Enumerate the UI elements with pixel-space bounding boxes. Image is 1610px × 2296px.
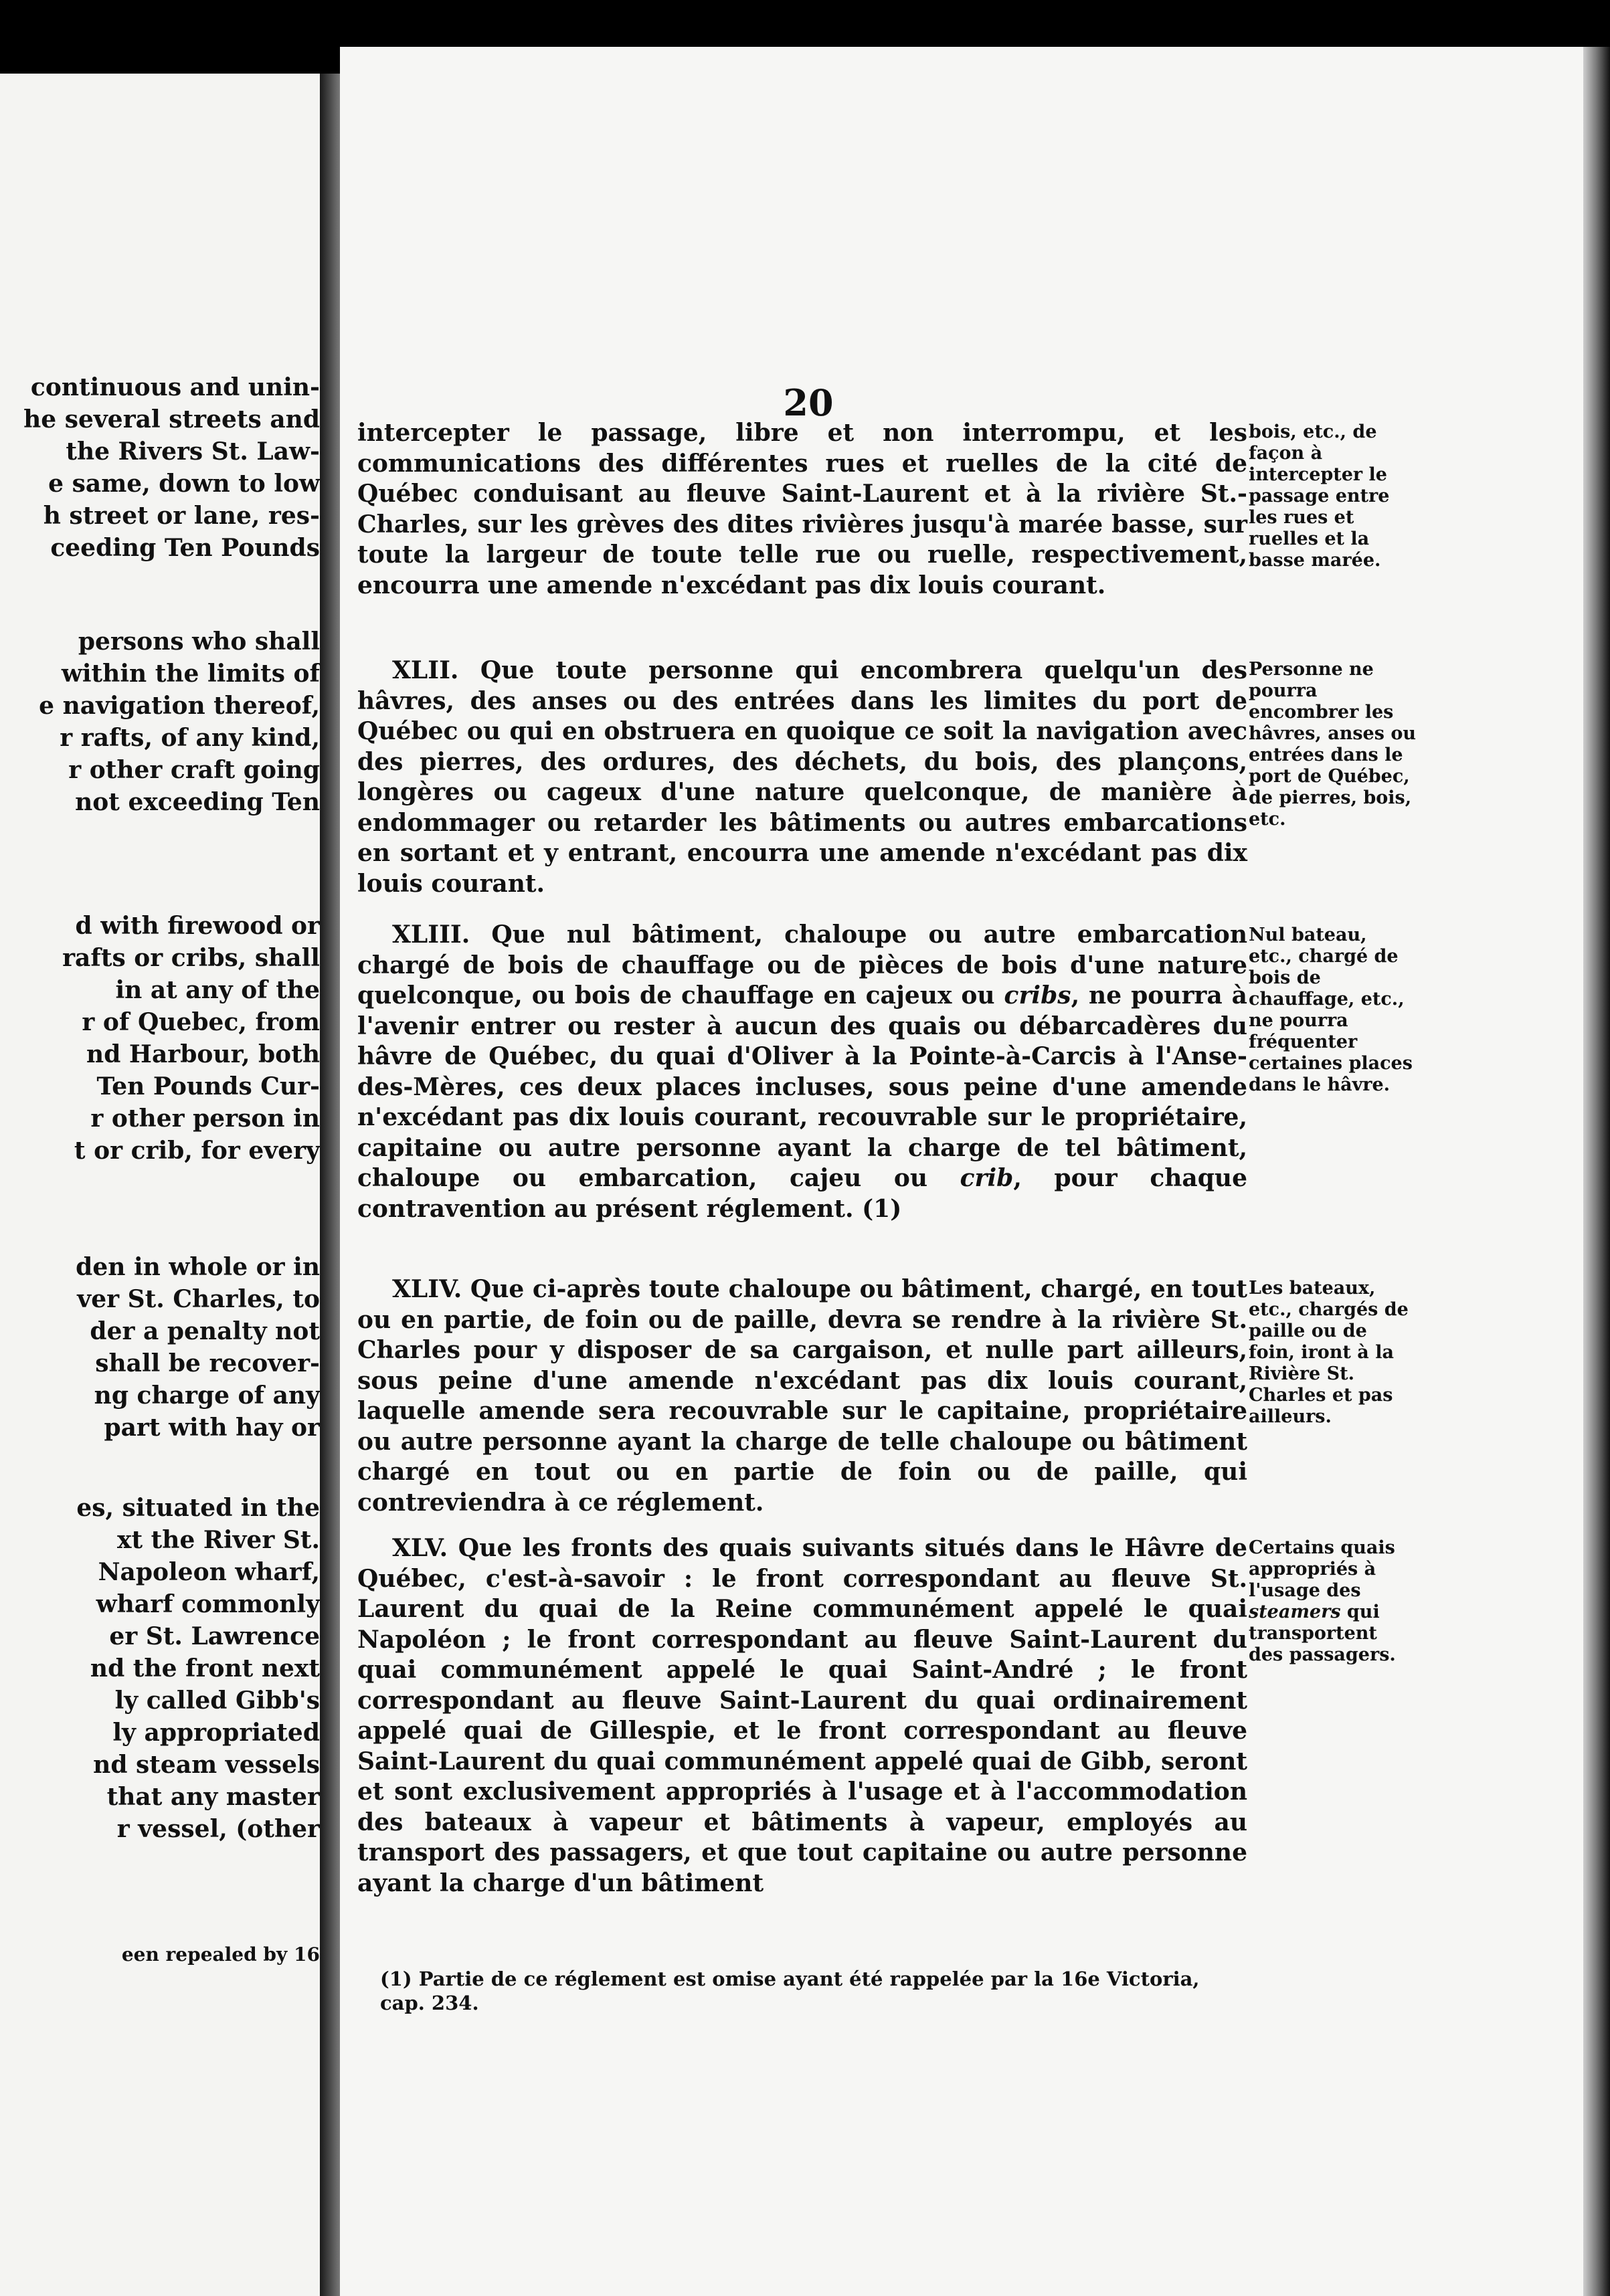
left-page-line: r other craft going bbox=[68, 756, 320, 784]
left-page-line: in at any of the bbox=[115, 976, 320, 1004]
left-page-line: Napoleon wharf, bbox=[98, 1558, 320, 1586]
margin-note: bois, etc., de façon à intercepter le passage entre les rues et ruelles et la basse marée. bbox=[1249, 421, 1390, 571]
margin-note: Nul bateau, etc., chargé de bois de chauffage, etc., ne pourra fréquenter certaines places dans le hâvre. bbox=[1249, 925, 1413, 1095]
left-page-line: ng charge of any bbox=[94, 1381, 320, 1410]
left-page-line: ly appropriated bbox=[112, 1719, 320, 1747]
section-continuation bbox=[357, 418, 1247, 601]
left-page-line: nd Harbour, both bbox=[86, 1040, 320, 1068]
right-page bbox=[340, 47, 1583, 2296]
left-page-line: ver St. Charles, to bbox=[77, 1285, 320, 1313]
left-page-footnote: een repealed by 16 bbox=[121, 1943, 320, 1966]
left-page-line: e same, down to low bbox=[48, 470, 320, 498]
left-page-line: nd the front next bbox=[90, 1654, 320, 1683]
section-text: XLIII. Que nul bâtiment, chaloupe ou autre embarcation chargé de bois de chauffage ou de pièces de bois d'une nature quelconque, ou bois de chauffage en cajeux ou cribs, ne pourra à l'avenir entrer ou rester à aucun des quais ou débarcadères du hâvre de Québec, du quai d'Oliver à la Pointe-à-Carcis à l'Anse-des-Mères, ces deux places incluses, sous peine d'une amende n'excédant pas dix louis courant, recouvrable sur le propriétaire, capitaine ou autre personne ayant la charge de tel bâtiment, chaloupe ou embarcation, cajeu ou crib, pour chaque contravention au présent réglement. (1) bbox=[357, 921, 1248, 1223]
left-page-line: r vessel, (other bbox=[116, 1815, 320, 1843]
left-page-line: es, situated in the bbox=[76, 1494, 320, 1522]
left-page-line: the Rivers St. Law- bbox=[66, 438, 320, 466]
left-page-line: nd steam vessels bbox=[93, 1751, 320, 1779]
left-page-line: r other person in bbox=[90, 1105, 320, 1133]
section-text: XLIV. Que ci-après toute chaloupe ou bâtiment, chargé, en tout ou en partie, de foin ou de paille, devra se rendre à la rivière St. Charles pour y disposer de sa cargaison, et nulle part ailleurs, sous peine d'une amende n'excédant pas dix louis courant, laquelle amende sera recouvrable sur le capitaine, propriétaire ou autre personne ayant la charge de telle chaloupe ou bâtiment chargé en tout ou en partie de foin ou de paille, qui contreviendra à ce réglement. bbox=[357, 1275, 1247, 1517]
left-page-line: wharf commonly bbox=[96, 1590, 320, 1618]
left-page-line: den in whole or in bbox=[76, 1253, 320, 1281]
left-page-line: der a penalty not bbox=[90, 1317, 320, 1345]
margin-note: Les bateaux, etc., chargés de paille ou de foin, iront à la Rivière St. Charles et pas ailleurs. bbox=[1249, 1278, 1409, 1427]
left-page-line: e navigation thereof, bbox=[39, 692, 320, 720]
section-text: XLII. Que toute personne qui encombrera quelqu'un des hâvres, des anses ou des entrées dans les limites du port de Québec ou qui en obstruera en quoique ce soit la navigation avec des pierres, des ordures, des déchets, du bois, des plançons, longères ou cageux d'une nature quelconque, de manière à endommager ou retarder les bâtiments ou autres embarcations en sortant et y entrant, encourra une amende n'excédant pas dix louis courant. bbox=[357, 656, 1247, 898]
left-page-line: ceeding Ten Pounds bbox=[50, 534, 320, 562]
left-page-line: xt the River St. bbox=[117, 1526, 320, 1554]
section-text: intercepter le passage, libre et non interrompu, et les communications des différentes rues et ruelles de la cité de Québec conduisant au fleuve Saint-Laurent et à la rivière St.-Charles, sur les grèves des dites rivières jusqu'à marée basse, sur toute la largeur de toute telle rue ou ruelle, respectivement, encourra une amende n'excédant pas dix louis courant. bbox=[357, 419, 1247, 599]
footnote: (1) Partie de ce réglement est omise ayant été rappelée par la 16e Victoria, cap. 234. bbox=[380, 1968, 1200, 2014]
section-xlii bbox=[357, 656, 1247, 899]
left-page-line: not exceeding Ten bbox=[75, 788, 320, 816]
left-page-line: shall be recover- bbox=[95, 1349, 320, 1377]
margin-note: Personne ne pourra encombrer les hâvres, anses ou entrées dans le port de Québec, de pierres, bois, etc. bbox=[1249, 659, 1416, 830]
left-page-line: rafts or cribs, shall bbox=[62, 944, 320, 972]
page-edge bbox=[1583, 47, 1610, 2296]
left-page-line: ly called Gibb's bbox=[114, 1687, 320, 1715]
left-page-line: er St. Lawrence bbox=[109, 1622, 320, 1650]
left-page-line: continuous and unin- bbox=[30, 373, 320, 401]
section-xliii bbox=[357, 920, 1247, 1224]
left-page-line: t or crib, for every bbox=[74, 1137, 320, 1165]
left-page-line: d with firewood or bbox=[75, 912, 320, 940]
left-page-line: within the limits of bbox=[61, 660, 320, 688]
margin-note: Certains quais appropriés à l'usage des steamers qui transportent des passagers. bbox=[1249, 1537, 1396, 1665]
left-page-line: Ten Pounds Cur- bbox=[96, 1072, 320, 1101]
left-page bbox=[0, 74, 320, 2296]
left-page-line: he several streets and bbox=[23, 405, 320, 434]
left-page-line: r of Quebec, from bbox=[82, 1008, 320, 1036]
left-page-line: that any master bbox=[106, 1783, 320, 1811]
left-page-line: persons who shall bbox=[78, 628, 320, 656]
page-number: 20 bbox=[783, 381, 834, 424]
section-xlv bbox=[357, 1533, 1247, 1899]
left-page-line: r rafts, of any kind, bbox=[60, 724, 320, 752]
section-text: XLV. Que les fronts des quais suivants situés dans le Hâvre de Québec, c'est-à-savoir : le front correspondant au fleuve St. Laurent du quai de la Reine communément appelé le quai Napoléon ; le front correspondant au fleuve Saint-Laurent du quai communément appelé le quai Saint-André ; le front correspondant au fleuve Saint-Laurent du quai ordinairement appelé quai de Gillespie, et le front correspondant au fleuve Saint-Laurent du quai communément appelé quai de Gibb, seront et sont exclusivement appropriés à l'usage et à l'accommodation des bateaux à vapeur et bâtiments à vapeur, employés au transport des passagers, et que tout capitaine ou autre personne ayant la charge d'un bâtiment bbox=[357, 1534, 1247, 1897]
section-xliv bbox=[357, 1274, 1247, 1518]
left-page-line: part with hay or bbox=[104, 1414, 320, 1442]
book-gutter bbox=[320, 74, 340, 2296]
left-page-line: h street or lane, res- bbox=[43, 502, 320, 530]
